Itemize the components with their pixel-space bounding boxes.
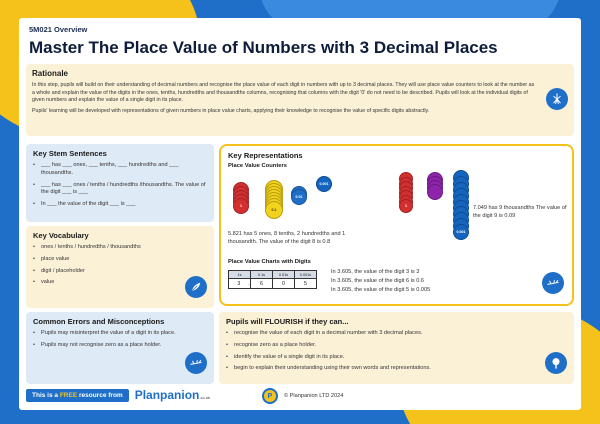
rationale-box [26, 64, 574, 136]
counters-caption-left: 5.821 has 5 ones, 8 tenths, 2 hundredths and 1 thousandth. The value of the digit 8 is 0.8 [228, 231, 346, 246]
list-item: • place value [33, 256, 207, 264]
rationale-heading: Rationale [32, 69, 69, 78]
page-title: Master The Place Value of Numbers with 3 Decimal Places [29, 38, 498, 57]
place-value-counter: 0.01 [291, 189, 307, 205]
vocab-heading: Key Vocabulary [33, 231, 89, 240]
branch-icon [185, 352, 207, 374]
list-item: • Pupils may not recognise zero as a place holder. [33, 342, 183, 350]
list-item: • identify the value of a single digit in its place. [226, 354, 567, 362]
flourish-box [219, 312, 574, 384]
chart-digit: 5 [295, 279, 317, 289]
chart-header: 0.1s [251, 271, 273, 279]
chart-line: In 3.605, the value of the digit 3 is 3 [331, 269, 420, 275]
place-value-counter: 0.001 [453, 224, 469, 240]
errors-box [26, 312, 214, 384]
place-value-counter [427, 184, 443, 200]
list-item: • ___ has ___ ones / tenths / hundredths /thousandths. The value of the digit ___ is ___ [33, 182, 207, 198]
chart-line: In 3.605, the value of the digit 5 is 0.005 [331, 286, 431, 293]
leaves-icon [185, 276, 207, 298]
list-item: • ones / tenths / hundredths / thousandths [33, 244, 207, 252]
chart-header: 0.001s [295, 271, 317, 279]
counters-heading: Place Value Counters [228, 163, 287, 169]
reps-heading: Key Representations [228, 151, 303, 160]
planpanion-logo-icon: P [262, 388, 278, 404]
chart-line: In 3.605, the value of the digit 6 is 0.6 [331, 277, 424, 284]
place-value-counter: 1 [233, 198, 249, 214]
list-item: • recognise the value of each digit in a decimal number with 3 decimal places. [226, 330, 567, 338]
list-item: • digit / placeholder [33, 268, 207, 276]
overview-sheet [19, 18, 581, 410]
footer-promo [26, 388, 210, 402]
stems-heading: Key Stem Sentences [33, 149, 107, 158]
place-value-counter: 1 [399, 199, 413, 213]
flourish-heading: Pupils will FLOURISH if they can... [226, 317, 349, 326]
brand-logo[interactable]: Planpanion.co.uk [134, 388, 211, 402]
vocabulary-box [26, 226, 214, 308]
list-item: • ___ has ___ ones, ___ tenths, ___ hundredths and ___ thousandths. [33, 162, 207, 178]
list-item: • value [33, 279, 207, 287]
list-item: • Pupils may misinterpret the value of a digit in its place. [33, 330, 183, 338]
chart-explanations [331, 268, 471, 295]
place-value-chart [228, 270, 317, 289]
rationale-paragraph-2: Pupils' learning will be developed with representations of given numbers in place value charts, applying their knowledge to recognise the value of specific digits abstractly. [32, 108, 430, 115]
list-item: • In ___ the value of the digit ___ is ___ [33, 201, 207, 209]
stem-sentences-box [26, 144, 214, 222]
list-item: • begin to explain their understanding using their own words and representations. [226, 365, 567, 373]
place-value-counter: 0.001 [316, 176, 332, 192]
representations-box [219, 144, 574, 306]
chart-digit: 0 [273, 279, 295, 289]
rationale-paragraph: In this step, pupils will build on their understanding of decimal numbers and recognise the place value of each digit in numbers with up to 3 decimal places. They will use place value counters to look at the number as a whole and explain the value of the digits in the ones, tenths, hundredths and thousandths columns, recognising that columns with the digit '0' do not need to be described. Pupils will look at the individual digits of given numbers and explain the value of a single digit in its place. [32, 82, 535, 104]
chart-heading: Place Value Charts with Digits [228, 259, 311, 265]
list-item: • recognise zero as a place holder. [226, 342, 567, 350]
tree-icon [545, 352, 567, 374]
counters-caption-right: 7.049 has 9 thousandths The value of the digit 9 is 0.09 [473, 205, 567, 220]
chart-header: 1s [229, 271, 251, 279]
place-value-counter: 0.1 [265, 201, 283, 219]
copyright-text: © Planpanion LTD 2024 [284, 393, 344, 399]
errors-heading: Common Errors and Misconceptions [33, 317, 165, 326]
branch-icon [542, 272, 564, 294]
chart-digit: 6 [251, 279, 273, 289]
chart-digit: 3 . [229, 279, 251, 289]
chart-header: 0.01s [273, 271, 295, 279]
footer-copyright [262, 388, 343, 404]
tree-roots-icon [546, 88, 568, 110]
lesson-code: 5M021 Overview [29, 25, 88, 34]
free-resource-badge: This is a FREE resource from [26, 389, 129, 402]
